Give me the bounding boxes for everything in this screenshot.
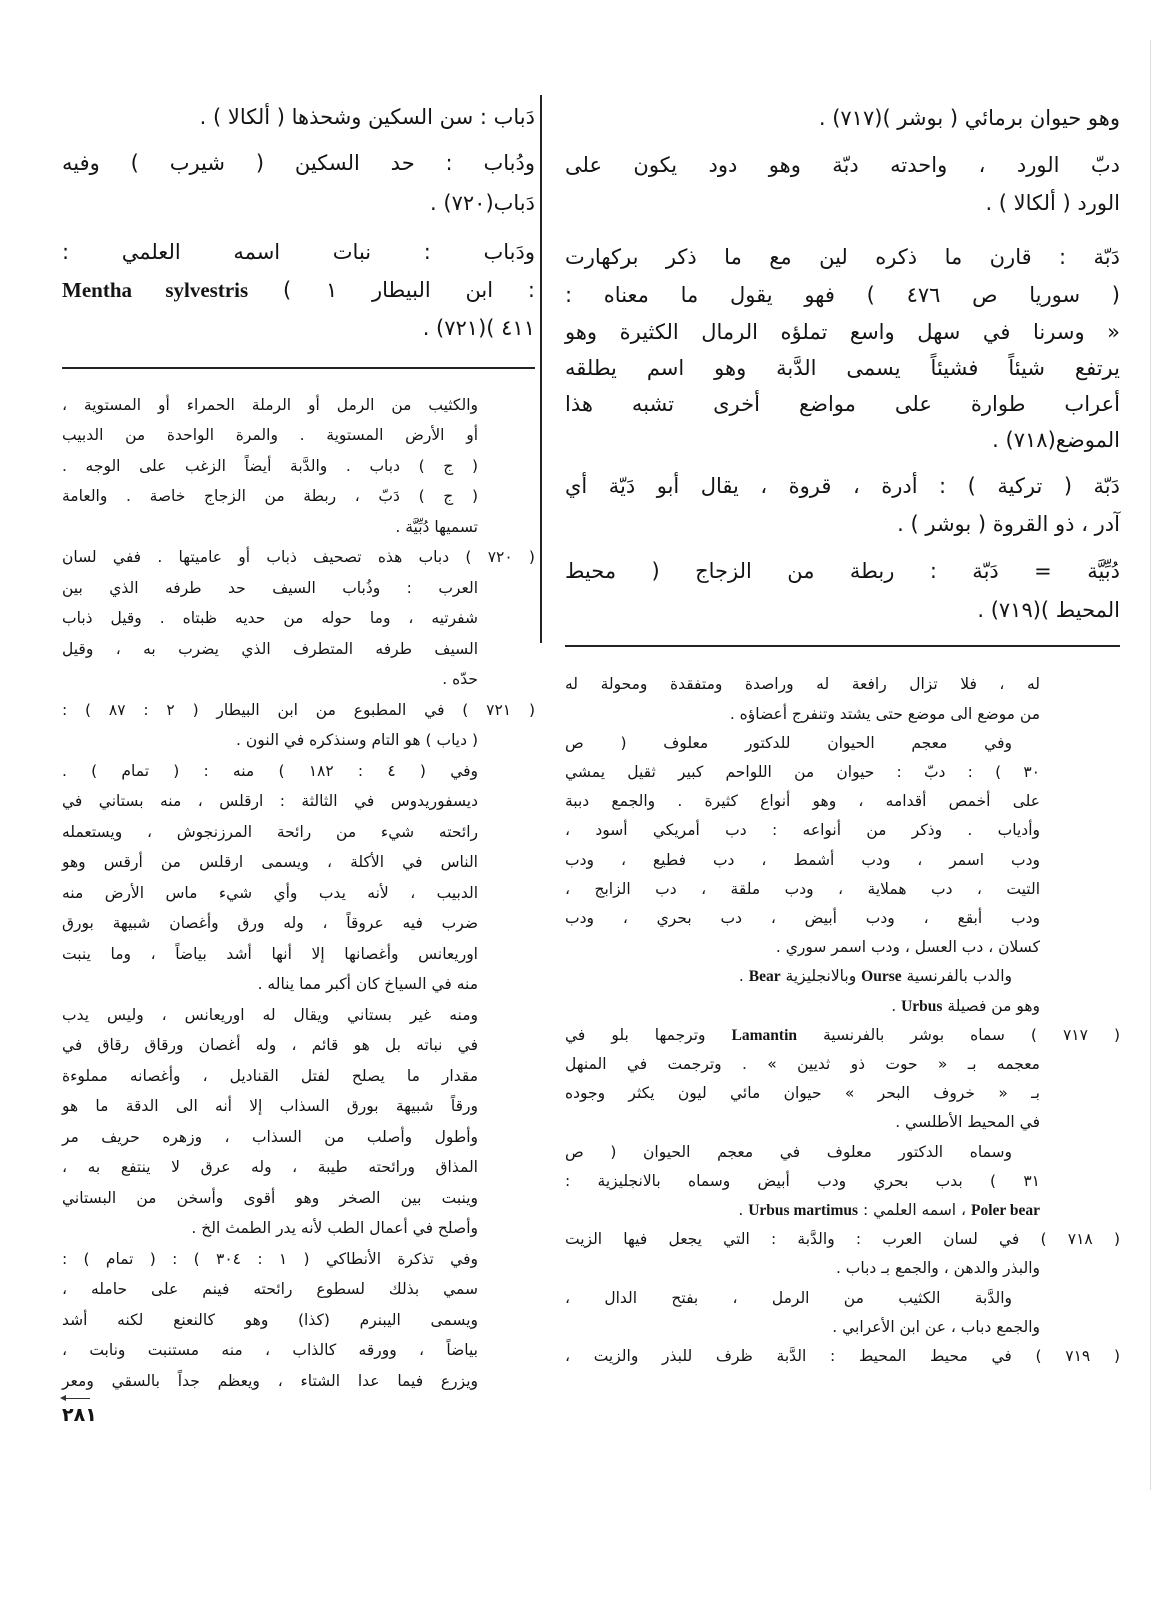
text-line: وأدياب . وذكر من أنواعه : دب أمريكي أسود ، xyxy=(565,821,1040,840)
text-line: وينبت بين الصخر وهو أقوى وأسخن من البستاني xyxy=(62,1188,478,1207)
text-line: العرب : وذُباب السيف حد طرفه الذي بين xyxy=(62,578,478,597)
text-line: دُبِّيَّة = دَبّة : ربطة من الزجاج ( محيط xyxy=(565,559,1120,583)
text-line: دَبّة ( تركية ) : أدرة ، قروة ، يقال أبو دَيّة أي xyxy=(565,474,1120,498)
text-line: الورد ( ألكالا ) . xyxy=(985,191,1120,215)
text-line: والبذر والدهن ، والجمع بـ دباب . xyxy=(835,1259,1040,1278)
text-line: ضرب فيه عروقاً ، وله ورق وأغصان شبيهة بورق xyxy=(62,914,478,933)
text-line: رائحته شيء من رائحة المرزنجوش ، ويستعمله xyxy=(62,822,478,841)
text-line: ودُباب : حد السكين ( شيرب ) وفيه xyxy=(62,151,535,175)
catchword-arrow-icon xyxy=(62,1398,90,1399)
page-number: ٢٨١ xyxy=(62,1404,97,1426)
text-line: ديسفوريدوس في الثالثة : ارقلس ، منه بستاني في xyxy=(62,792,478,811)
footnotes-left-column xyxy=(62,0,535,1420)
text-line: دبّ الورد ، واحدته دبّة وهو دود يكون على xyxy=(565,153,1120,177)
text-line: سمي بذلك لسطوع رائحته فينم على حامله ، xyxy=(62,1280,478,1299)
text-line: المحيط )(٧١٩) . xyxy=(977,598,1120,622)
text-line: شفرتيه ، وما حوله من حديه ظبتاه . وقيل ذباب xyxy=(62,609,478,628)
text-line: وأطول وأصلب من السذاب ، وزهره حريف مر xyxy=(62,1127,478,1146)
text-line: ورقاً شبيهة بورق السذاب إلا أنه الى الدقة ما هو xyxy=(62,1097,478,1116)
text-line: والجمع دباب ، عن ابن الأعرابي . xyxy=(832,1317,1040,1336)
text-line: أو الأرض المستوية . والمرة الواحدة من الدبيب xyxy=(62,426,478,445)
text-line: أعراب طوارة على مواضع أخرى تشبه هذا xyxy=(565,392,1120,416)
text-line: ٣٠ ) : دبّ : حيوان من اللواحم كبير ثقيل يمشي xyxy=(565,763,1040,781)
text-line: يرتفع شيئاً فشيئاً يسمى الدَّبة وهو اسم يطلقه xyxy=(565,356,1120,380)
text-line: ( ج ) دباب . والدَّبة أيضاً الزغب على الوجه . xyxy=(62,456,478,475)
text-line: والدَّبة الكثيب من الرمل ، بفتح الدال ، xyxy=(565,1288,1012,1307)
text-line: ( ٧١٩ ) في محيط المحيط : الدَّبة ظرف للبذر والزيت ، xyxy=(565,1347,1121,1365)
text-line: على أخمص أقدامه ، وهو أنواع كثيرة . والجمع دببة xyxy=(565,792,1040,811)
text-line: دَبّة : قارن ما ذكره لين مع ما ذكر بركهارت xyxy=(565,245,1120,269)
text-line: والدب بالفرنسية Ourse وبالانجليزية Bear . xyxy=(738,967,1012,986)
text-line: وفي تذكرة الأنطاكي ( ١ : ٣٠٤ ) : ( تمام ) : xyxy=(62,1249,478,1268)
text-line: ٣١ ) بدب بحري ودب أبيض وسماه بالانجليزية : xyxy=(565,1171,1040,1190)
text-line: ( ٧٢١ ) في المطبوع من ابن البيطار ( ٢ : ٨٧ ) : xyxy=(62,700,536,719)
text-line: دَباب(٧٢٠) . xyxy=(430,191,535,215)
text-line: ويسمى اليبنرم (كذا) وهو كالنعنع لكنه أشد xyxy=(62,1310,478,1329)
text-line: وأصلح في أعمال الطب لأنه يدر الطمث الخ . xyxy=(191,1219,478,1238)
text-line: كسلان ، دب العسل ، ودب اسمر سوري . xyxy=(775,938,1040,957)
text-line: ( ٧٢٠ ) دباب هذه تصحيف ذباب أو عاميتها . ففي لسان xyxy=(62,548,535,567)
text-line: Poler bear ، اسمه العلمي : Urbus martimus . xyxy=(738,1201,1040,1219)
text-line: ( سوريا ص ٤٧٦ ) فهو يقول ما معناه : xyxy=(565,283,1121,307)
text-line: ( دياب ) هو التام وسنذكره في النون . xyxy=(236,731,478,750)
text-line: التيت ، دب هملاية ، ودب ملقة ، دب الزابج ، xyxy=(565,879,1040,898)
text-line: ( ج ) دَبّ ، ربطة من الزجاج خاصة . والعامة xyxy=(62,487,478,506)
text-line: معجمه بـ « حوت ذو ثديين » . وترجمت في المنهل xyxy=(565,1055,1040,1073)
text-line: ويزرع فيما عدا الشتاء ، ويعظم جداً بالسقي ومعر xyxy=(62,1371,478,1390)
text-line: وسماه الدكتور معلوف في معجم الحيوان ( ص xyxy=(565,1142,1012,1161)
footnotes-right-column xyxy=(565,0,1120,1420)
text-line: الدبيب ، لأنه يدب وأي شيء ماس الأرض منه xyxy=(62,883,478,902)
text-line: « وسرنا في سهل واسع تملؤه الرمال الكثيرة وهو xyxy=(565,320,1120,344)
column-divider xyxy=(540,95,542,643)
text-line: منه في السياخ كان أكبر مما يناله . xyxy=(257,975,478,994)
text-line: آدر ، ذو القروة ( بوشر ) . xyxy=(897,512,1120,536)
text-line: ودَباب : نبات اسمه العلمي : xyxy=(62,240,535,264)
text-line: السيف طرفه المتطرف الذي يضرب به ، وقيل xyxy=(62,639,478,658)
text-line: ٤١١ )(٧٢١) . xyxy=(422,316,535,340)
text-line: الناس في الأكلة ، ويسمى ارقلس من أرقس وهو xyxy=(62,853,478,872)
text-line: حدّه . xyxy=(442,670,478,689)
text-line: في المحيط الأطلسي . xyxy=(895,1113,1040,1132)
text-line: له ، فلا تزال رافعة له وراصدة ومتفقدة ومحولة له xyxy=(565,675,1040,694)
text-line: اوريعانس وأغصانها إلا أنها أشد بياضاً ، وما ينبت xyxy=(62,944,478,963)
text-line: دَباب : سن السكين وشحذها ( ألكالا ) . xyxy=(199,105,535,129)
text-line: وهو من فصيلة Urbus . xyxy=(891,996,1040,1015)
text-line: Mentha sylvestris ( ابن البيطار ١ : xyxy=(62,278,535,302)
text-line: تسميها دُبِّيَّة . xyxy=(395,517,478,536)
text-line: بياضاً ، وورقه كالذاب ، منه مستنبت ونابت ، xyxy=(62,1341,478,1360)
text-line: وهو حيوان برمائي ( بوشر )(٧١٧) . xyxy=(818,106,1120,130)
text-line: المذاق ورائحته طيبة ، وله عرق لا ينتفع به ، xyxy=(62,1158,478,1177)
text-line: وفي ( ٤ : ١٨٢ ) منه : ( تمام ) . xyxy=(62,761,479,780)
text-line: في نباته بل هو قائم ، وله أغصان ورقاق رقاق في xyxy=(62,1036,478,1055)
text-line: الموضع(٧١٨) . xyxy=(992,428,1120,452)
text-line: ومنه غير بستاني ويقال له اوريعانس ، وليس يدب xyxy=(62,1005,478,1024)
text-line: من موضع الى موضع حتى يشتد وتنفرج أعضاؤه . xyxy=(729,704,1040,723)
text-line: والكثيب من الرمل أو الرملة الحمراء أو المستوية ، xyxy=(62,395,478,414)
text-line: وفي معجم الحيوان للدكتور معلوف ( ص xyxy=(565,733,1012,752)
text-line: بـ « خروف البحر » حيوان مائي ليون يكثر وجوده xyxy=(565,1084,1040,1103)
scan-edge xyxy=(1150,40,1151,1490)
text-line: ( ٧١٨ ) في لسان العرب : والدَّبة : التي يجعل فيها الزيت xyxy=(565,1230,1120,1249)
text-line: ( ٧١٧ ) سماه بوشر بالفرنسية Lamantin وترجمها بلو في xyxy=(565,1025,1120,1044)
text-line: ودب اسمر ، ودب أشمط ، دب فطيع ، ودب xyxy=(565,850,1040,869)
text-line: ودب أبقع ، ودب أبيض ، دب بحري ، ودب xyxy=(565,909,1040,927)
text-line: مقدار ما يصلح لفتل القناديل ، وأغصانه مملوءة xyxy=(62,1066,478,1085)
